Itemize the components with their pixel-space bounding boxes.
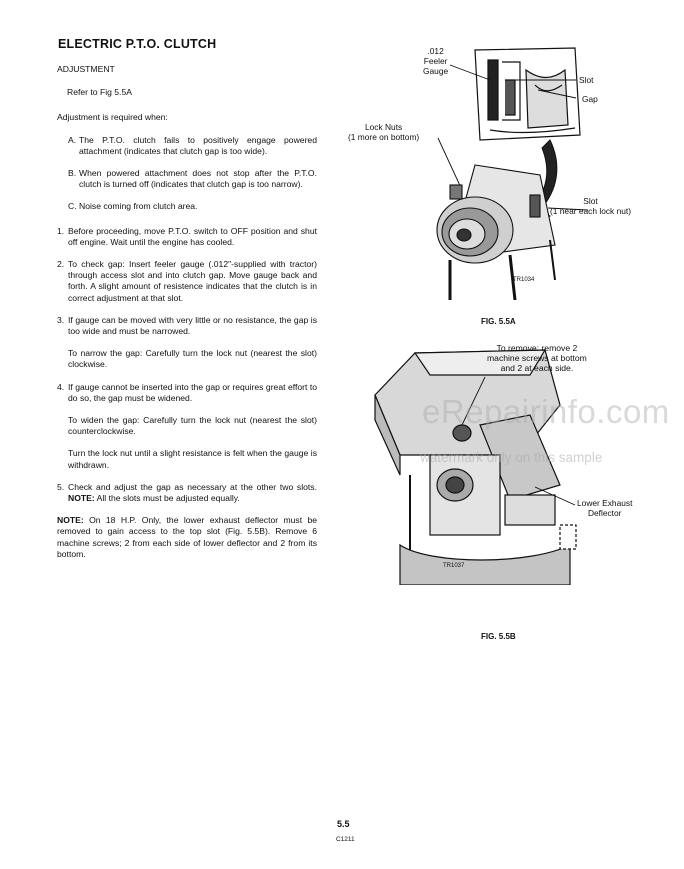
exhaust-deflector-illustration [370,345,603,585]
figure-code: TR1034 [513,277,535,283]
step-text: Check and adjust the gap as necessary at the other two slots. [68,481,317,492]
step-item [57,382,317,404]
step-text: If gauge cannot be inserted into the gap or requires great effort to do so, the gap must be widened. [68,381,317,403]
inset-detail [475,48,580,140]
callout-slot-lock-nut: Slot (1 near each lock nut) [550,196,632,216]
callout-slot: Slot [579,75,594,85]
list-marker: 4. [57,381,65,392]
condition-text: When powered attachment does not stop after the P.T.O. clutch is turned off (indicates that clutch gap is too narrow). [79,168,317,190]
figure-code: TR1037 [443,563,465,569]
figure-label: FIG. 5.5B [481,632,516,641]
figure-reference: Refer to Fig 5.5A [67,87,132,98]
note-text: On 18 H.P. Only, the lower exhaust deflector must be removed to gain access to the top slot (Fig. 5.5B). Remove 6 machine screws; 2 from each side of lower deflector and 2 from its bottom. [57,515,318,559]
callout-lower-exhaust-deflector: Lower Exhaust Deflector [577,498,633,518]
final-note [57,515,317,560]
step-text: Before proceeding, move P.T.O. switch to OFF position and shut off engine. Wait until the engine has cooled. [68,225,317,247]
page-number: 5.5 [337,819,350,829]
callout-lock-nuts: Lock Nuts (1 more on bottom) [348,122,420,142]
list-marker: B. [68,168,77,179]
list-marker: A. [68,134,77,145]
figure-label: FIG. 5.5A [481,317,516,326]
condition-item [57,135,317,157]
step-item [57,315,317,337]
watermark: eRepairinfo.com [422,393,670,430]
document-code: C1211 [336,836,355,843]
step-item [57,482,317,504]
callout-feeler-gauge: .012 Feeler Gauge [423,46,449,76]
step-text: If gauge can be moved with very little or no resistance, the gap is too wide and must be narrowed. [68,314,317,337]
note-label: NOTE: [68,493,95,504]
step-item [57,226,317,248]
list-marker: 2. [57,259,65,270]
step-text: To check gap: Insert feeler gauge (.012"-supplied with tractor) through access slot and into clutch gap. Move gauge back and forth. A slight amount of resistence indicates that the clutch is in correct adjustment at that slot. [68,259,317,303]
callout-remove-screws: To remove: remove 2 machine screws at bottom and 2 at each side. [487,343,587,373]
step-item [57,259,317,304]
note-text: All the slots must be adjusted equally. [96,493,240,504]
step-subparagraph: To widen the gap: Carefully turn the lock nut (nearest the slot) counterclockwise. [68,415,317,437]
section-subtitle: ADJUSTMENT [57,64,115,74]
note-label: NOTE: [57,515,84,526]
condition-text: Noise coming from clutch area. [79,201,198,212]
list-marker: 5. [57,481,65,492]
step-subparagraph: To narrow the gap: Carefully turn the lock nut (nearest the slot) clockwise. [68,348,317,370]
instruction-column [57,64,317,560]
condition-item [57,201,317,212]
condition-item [57,168,317,190]
clutch-body [437,165,555,300]
watermark-subtext: watermark only on this sample [420,450,603,465]
list-marker: 1. [57,225,65,236]
list-marker: 3. [57,314,65,325]
clutch-illustration [330,40,670,300]
required-intro: Adjustment is required when: [57,112,168,123]
page-title: ELECTRIC P.T.O. CLUTCH [58,37,217,51]
step-subparagraph: Turn the lock nut until a slight resistance is felt when the gauge is withdrawn. [68,448,317,470]
condition-text: The P.T.O. clutch fails to positively engage powered attachment (indicates that clutch gap is too wide). [79,134,317,156]
callout-gap: Gap [582,94,598,104]
list-marker: C. [68,201,77,212]
